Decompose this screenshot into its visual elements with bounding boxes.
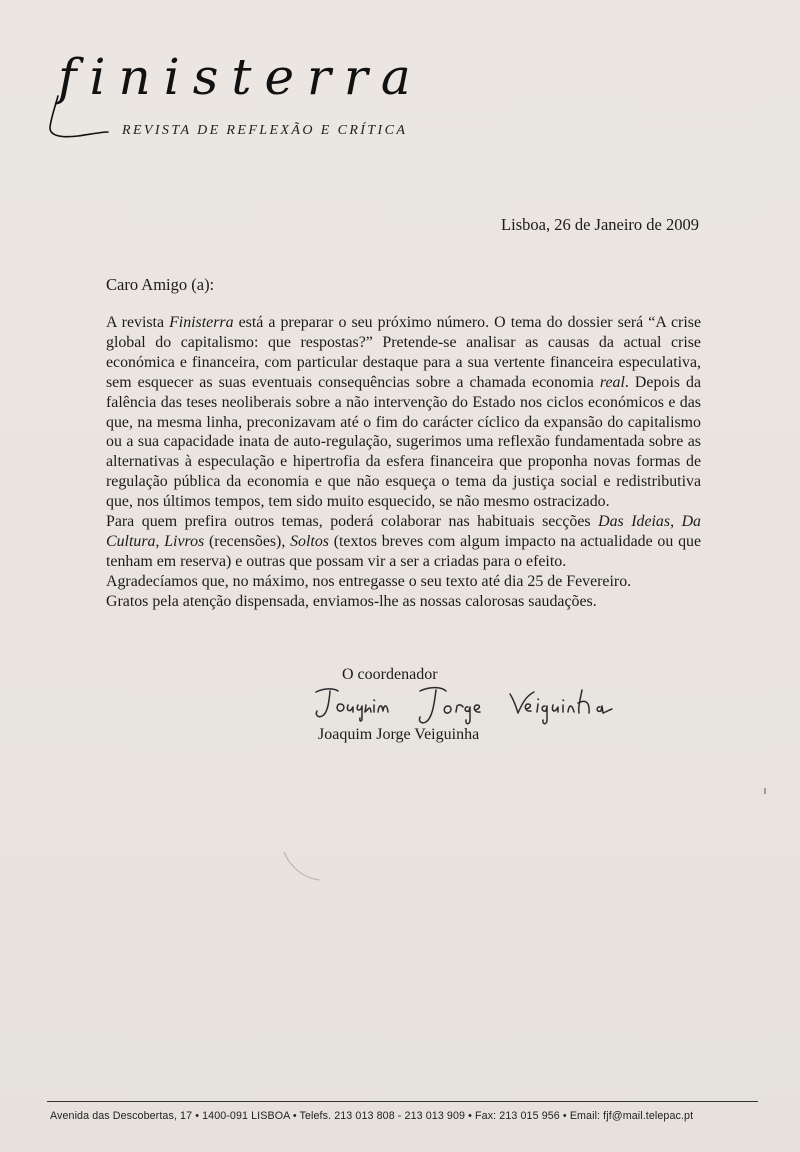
paragraph-closing: Gratos pela atenção dispensada, enviamos-lhe as nossas calorosas saudações. xyxy=(106,592,597,610)
paragraph-sections: Para quem prefira outros temas, poderá colaborar nas habituais secções Das Ideias, Da Cultura, Livros (recensões), Soltos (textos breves com algum impacto na actualidade ou que tenham em reserva) e outras que possam vir a ser a criadas para o efeito. xyxy=(106,513,702,570)
magazine-subtitle: REVISTA DE REFLEXÃO E CRÍTICA xyxy=(122,123,408,138)
footer-contact: Avenida das Descobertas, 17 • 1400-091 LISBOA • Telefs. 213 013 808 - 213 013 909 • Fax: 213 015 956 • Email: fjf@mail.telepac.pt xyxy=(50,1110,694,1122)
magazine-logo: finisterra xyxy=(58,48,424,106)
letter-date: Lisboa, 26 de Janeiro de 2009 xyxy=(501,215,699,234)
section-livros: Livros xyxy=(164,532,205,550)
signatory-role: O coordenador xyxy=(342,666,438,683)
handwritten-signature xyxy=(312,682,662,732)
paper-crease-mark xyxy=(280,848,340,888)
section-soltos: Soltos xyxy=(290,532,329,550)
salutation: Caro Amigo (a): xyxy=(106,275,215,294)
magazine-name: Finisterra xyxy=(169,314,234,331)
footer-divider xyxy=(47,1101,758,1102)
emphasis-real: real xyxy=(599,373,625,391)
paragraph-deadline: Agradecíamos que, no máximo, nos entregasse o seu texto até dia 25 de Fevereiro. xyxy=(106,572,632,590)
section-das-ideias: Das Ideias xyxy=(598,513,671,531)
paper-dot-mark xyxy=(762,786,770,796)
masthead xyxy=(44,48,424,152)
letter-body xyxy=(106,313,701,612)
logo-swash-icon xyxy=(44,92,134,142)
section-da-cultura: Da Cultura xyxy=(106,513,701,550)
paragraph-dossier: A revista Finisterra está a preparar o seu próximo número. O tema do dossier será “A crise global do capitalismo: que respostas?” Pretende-se analisar as causas da actual crise económica e financeira, com particular destaque para a sua vertente financeira especulativa, sem esquecer as suas eventuais consequências sobre a chamada economia real. Depois da falência das teses neoliberais sobre a não intervenção do Estado nos ciclos económicos e das que, na mesma linha, preconizavam até o fim do carácter cíclico da expansão do capitalismo ou a sua capacidade inata de auto-regulação, sugerimos uma reflexão fundamentada sobre as alternativas à especulação e hipertrofia da esfera financeira que proponha novas formas de regulação pública da economia e que não esqueça o tema da justiça social e redistributiva que, nos últimos tempos, tem sido muito esquecido, se não mesmo ostracizado. xyxy=(106,314,701,511)
signatory-name: Joaquim Jorge Veiguinha xyxy=(318,726,480,743)
